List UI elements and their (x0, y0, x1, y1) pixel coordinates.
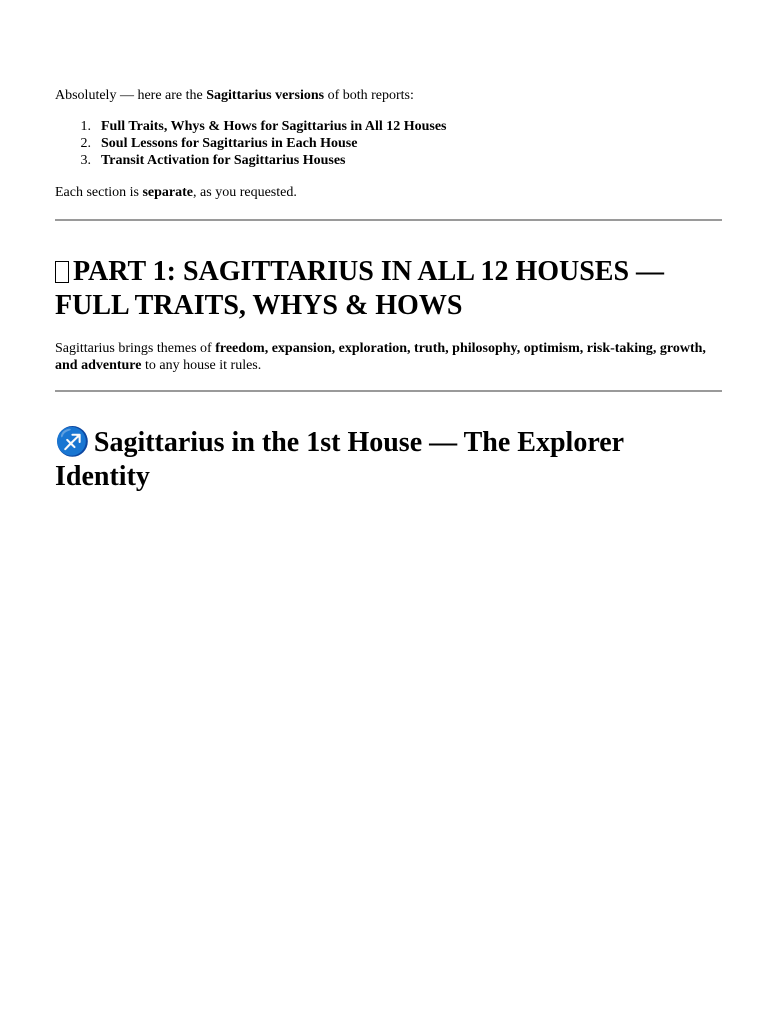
note-prefix: Each section is (55, 185, 143, 200)
intro-prefix: Absolutely — here are the (55, 88, 207, 103)
themes-paragraph (55, 340, 722, 374)
intro-suffix: of both reports: (324, 88, 414, 103)
list-item (55, 152, 722, 169)
note-paragraph (55, 183, 722, 203)
report-list (55, 118, 722, 169)
themes-prefix: Sagittarius brings themes of (55, 341, 216, 356)
list-item-number: 3. (80, 153, 91, 168)
themes-bold: freedom, expansion, exploration, truth, philosophy, optimism, risk-taking, growth, and adventure (55, 341, 706, 373)
divider (55, 390, 722, 392)
list-item-number: 2. (80, 136, 91, 151)
sagittarius-icon: ♐ (55, 427, 90, 458)
list-item-label: Full Traits, Whys & Hows for Sagittarius in All 12 Houses (101, 119, 447, 134)
intro-paragraph (55, 86, 722, 106)
list-item-number: 1. (80, 119, 91, 134)
note-suffix: , as you requested. (193, 185, 297, 200)
missing-glyph-icon (55, 261, 69, 283)
list-item (55, 118, 722, 135)
house1-heading-text: Sagittarius in the 1st House — The Explorer Identity (55, 427, 624, 492)
document-page (55, 86, 722, 494)
intro-bold: Sagittarius versions (206, 88, 325, 103)
divider (55, 219, 722, 221)
house1-heading (55, 426, 722, 494)
part1-heading (55, 255, 722, 323)
list-item-label: Transit Activation for Sagittarius Houses (101, 153, 346, 168)
list-item (55, 135, 722, 152)
themes-suffix: to any house it rules. (141, 358, 262, 373)
note-bold: separate (142, 185, 194, 200)
list-item-label: Soul Lessons for Sagittarius in Each House (101, 136, 358, 151)
part1-heading-text: PART 1: SAGITTARIUS IN ALL 12 HOUSES — FULL TRAITS, WHYS & HOWS (55, 256, 665, 321)
